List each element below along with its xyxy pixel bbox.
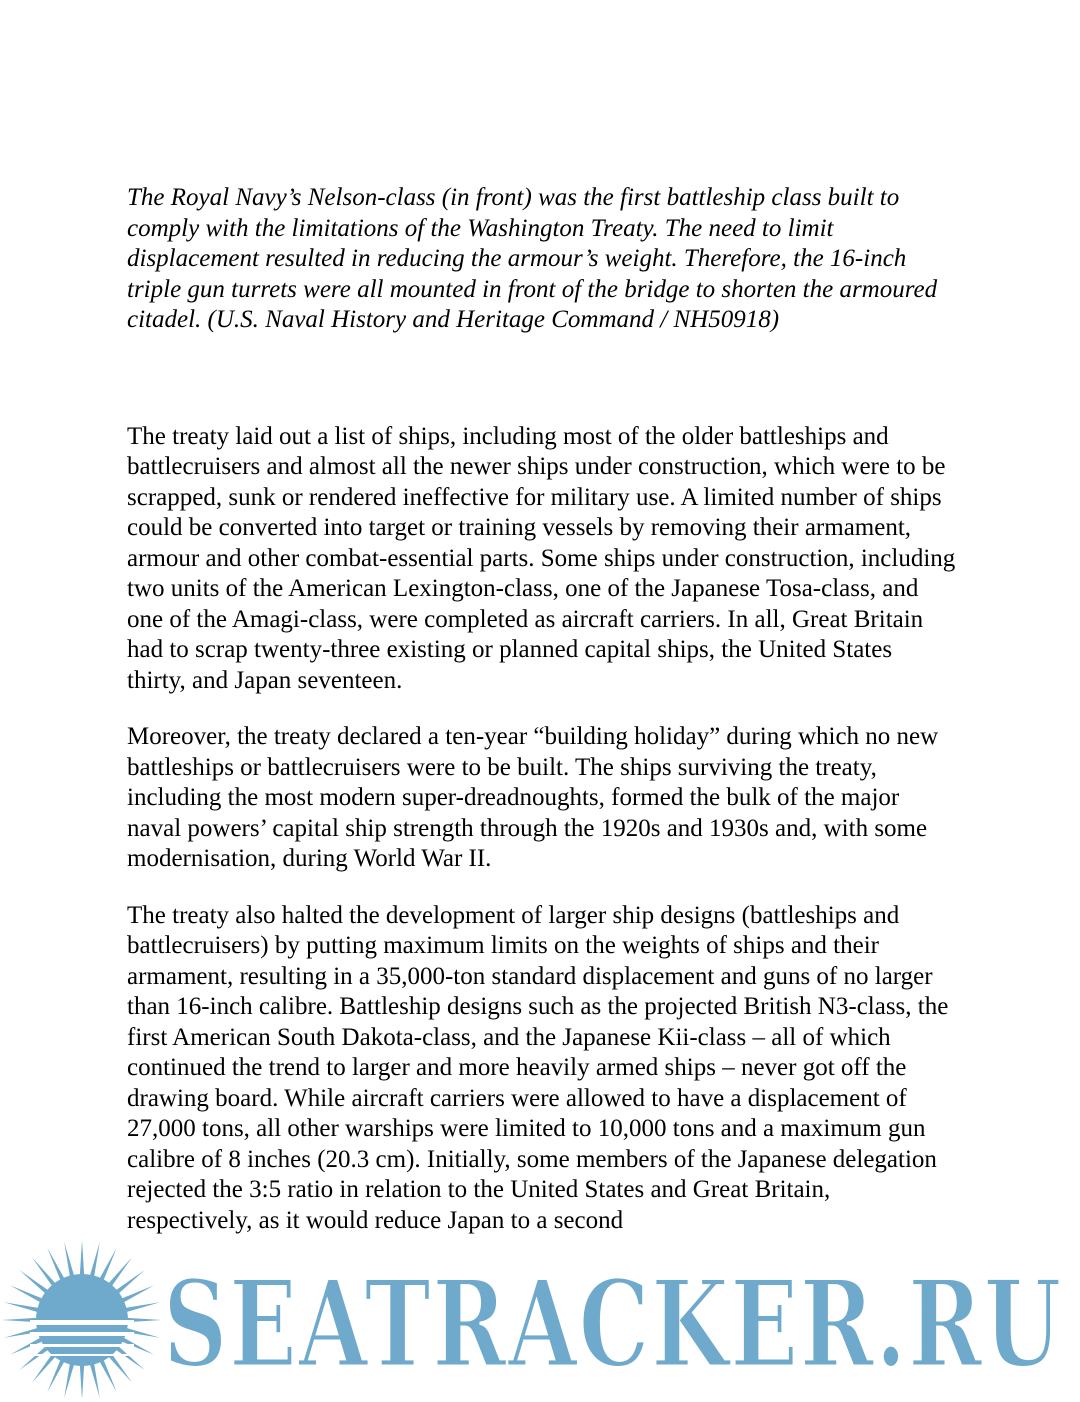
watermark — [0, 1236, 1080, 1397]
body-paragraph-2: Moreover, the treaty declared a ten-year “building holiday” during which no new battleships or battlecruisers were to be built. The ships surviving the treaty, including the most modern super-dreadnoughts, formed the bulk of the major naval powers’ capital ship strength through the 1920s and 1930s and, with some modernisation, during World War II. — [127, 723, 939, 872]
sun-wave-logo-icon — [0, 1236, 170, 1402]
document-page — [127, 183, 957, 1236]
image-caption: The Royal Navy’s Nelson-class (in front) was the first battleship class built to comply with the limitations of the Washington Treaty. The need to limit displacement resulted in reducing the armour’s weight. Therefore, the 16-inch triple gun turrets were all mounted in front of the bridge to shorten the armoured citadel. (U.S. Naval History and Heritage Command / NH50918) — [127, 184, 938, 333]
body-paragraph-3: The treaty also halted the development of larger ship designs (battleships and battlecruisers) by putting maximum limits on the weights of ships and their armament, resulting in a 35,000-ton standard displacement and guns of no larger than 16-inch calibre. Battleship designs such as the projected British N3-class, the first American South Dakota-class, and the Japanese Kii-class – all of which continued the trend to larger and more heavily armed ships – never got off the drawing board. While aircraft carriers were allowed to have a displacement of 27,000 tons, all other warships were limited to 10,000 tons and a maximum gun calibre of 8 inches (20.3 cm). Initially, some members of the Japanese delegation rejected the 3:5 ratio in relation to the United States and Great Britain, respectively, as it would reduce Japan to a second — [127, 901, 949, 1234]
watermark-label: SEATRACKER.RU — [163, 1256, 1063, 1386]
watermark-text — [163, 1256, 1080, 1386]
body-paragraph-1: The treaty laid out a list of ships, including most of the older battleships and battlecruisers and almost all the newer ships under construction, which were to be scrapped, sunk or rendered ineffective for military use. A limited number of ships could be converted into target or training vessels by removing their armament, armour and other combat-essential parts. Some ships under construction, including two units of the American Lexington-class, one of the Japanese Tosa-class, and one of the Amagi-class, were completed as aircraft carriers. In all, Great Britain had to scrap twenty-three existing or planned capital ships, the United States thirty, and Japan seventeen. — [127, 422, 956, 694]
